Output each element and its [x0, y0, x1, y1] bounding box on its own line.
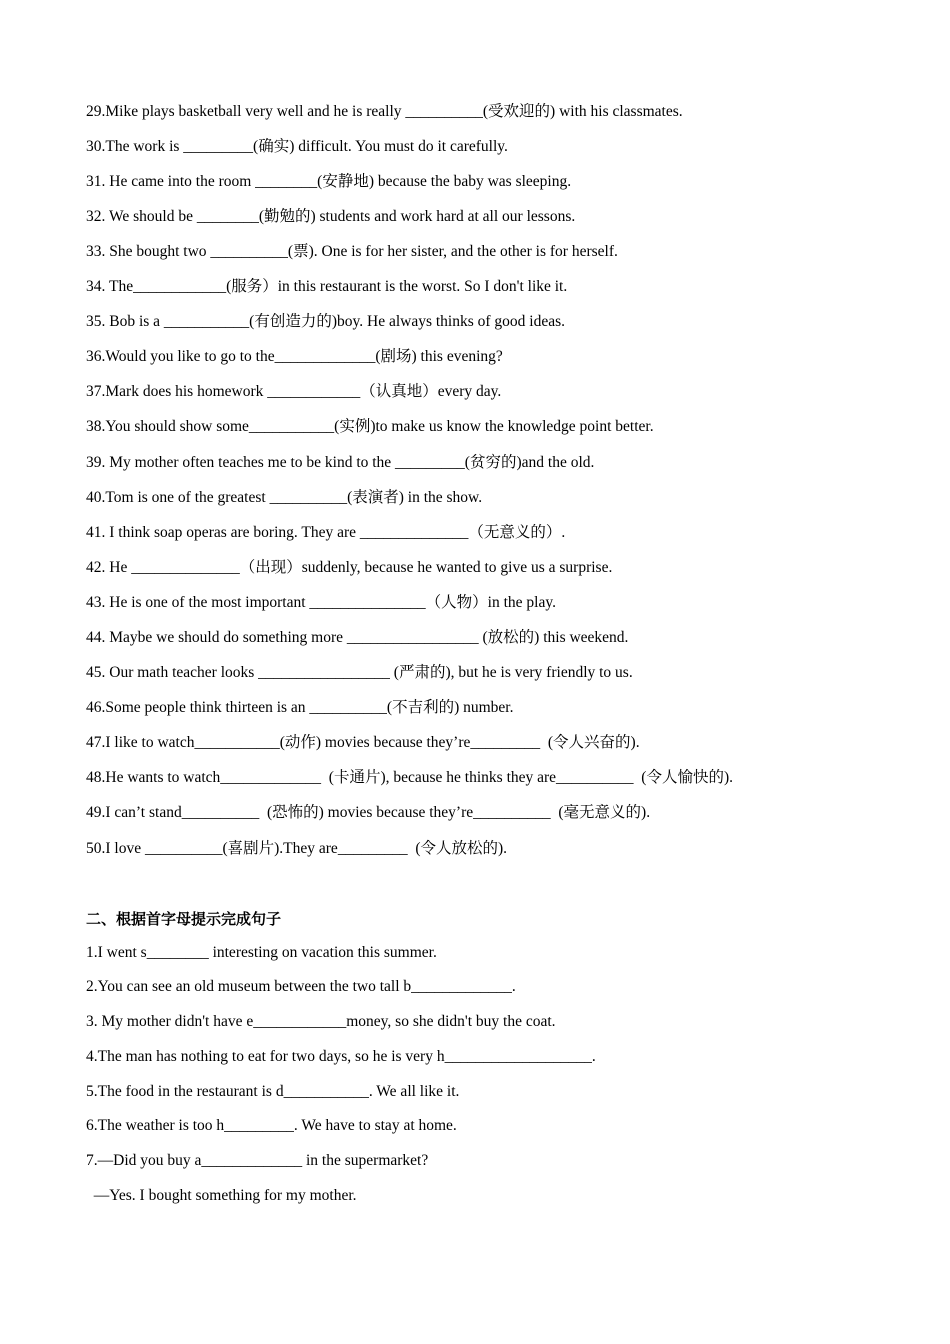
- exercise-37: 37.Mark does his homework ____________（认真地）every day.: [86, 383, 502, 400]
- exercise-43: 43. He is one of the most important _______________（人物）in the play.: [86, 594, 556, 611]
- sentence-4: 4.The man has nothing to eat for two days, so he is very h___________________.: [86, 1048, 596, 1065]
- exercise-36: 36.Would you like to go to the_____________(剧场) this evening?: [86, 348, 503, 365]
- exercise-31: 31. He came into the room ________(安静地) because the baby was sleeping.: [86, 173, 572, 190]
- exercise-44: 44. Maybe we should do something more _________________ (放松的) this weekend.: [86, 629, 629, 646]
- exercise-38: 38.You should show some___________(实例)to make us know the knowledge point better.: [86, 418, 654, 435]
- exercise-49: 49.I can’t stand__________ (恐怖的) movies because they’re__________ (毫无意义的).: [86, 804, 651, 821]
- sentence-6: 6.The weather is too h_________. We have to stay at home.: [86, 1117, 457, 1134]
- exercise-47: 47.I like to watch___________(动作) movies because they’re_________ (令人兴奋的).: [86, 734, 640, 751]
- exercise-32: 32. We should be ________(勤勉的) students and work hard at all our lessons.: [86, 208, 576, 225]
- exercise-33: 33. She bought two __________(票). One is for her sister, and the other is for herself.: [86, 243, 618, 260]
- exercise-35: 35. Bob is a ___________(有创造力的)boy. He always thinks of good ideas.: [86, 313, 566, 330]
- sentence-7-answer: —Yes. I bought something for my mother.: [86, 1187, 357, 1204]
- exercise-41: 41. I think soap operas are boring. They are ______________（无意义的）.: [86, 524, 566, 541]
- sentence-2: 2.You can see an old museum between the two tall b_____________.: [86, 978, 516, 995]
- exercise-40: 40.Tom is one of the greatest __________(表演者) in the show.: [86, 489, 483, 506]
- sentence-5: 5.The food in the restaurant is d___________. We all like it.: [86, 1083, 460, 1100]
- exercise-39: 39. My mother often teaches me to be kind to the _________(贫穷的)and the old.: [86, 454, 595, 471]
- exercise-48: 48.He wants to watch_____________ (卡通片), because he thinks they are__________ (令人愉快的).: [86, 769, 734, 786]
- exercise-29: 29.Mike plays basketball very well and he is really __________(受欢迎的) with his classmates.: [86, 103, 683, 120]
- sentence-3: 3. My mother didn't have e____________money, so she didn't buy the coat.: [86, 1013, 556, 1030]
- exercise-42: 42. He ______________（出现）suddenly, because he wanted to give us a surprise.: [86, 559, 613, 576]
- sentence-1: 1.I went s________ interesting on vacation this summer.: [86, 944, 437, 961]
- exercise-34: 34. The____________(服务）in this restaurant is the worst. So I don't like it.: [86, 278, 568, 295]
- exercise-30: 30.The work is _________(确实) difficult. You must do it carefully.: [86, 138, 508, 155]
- section-heading: 二、根据首字母提示完成句子: [86, 910, 282, 928]
- exercise-45: 45. Our math teacher looks _________________ (严肃的), but he is very friendly to us.: [86, 664, 633, 681]
- exercise-50: 50.I love __________(喜剧片).They are_________ (令人放松的).: [86, 840, 508, 857]
- exercise-46: 46.Some people think thirteen is an __________(不吉利的) number.: [86, 699, 514, 716]
- sentence-7-question: 7.—Did you buy a_____________ in the supermarket?: [86, 1152, 429, 1169]
